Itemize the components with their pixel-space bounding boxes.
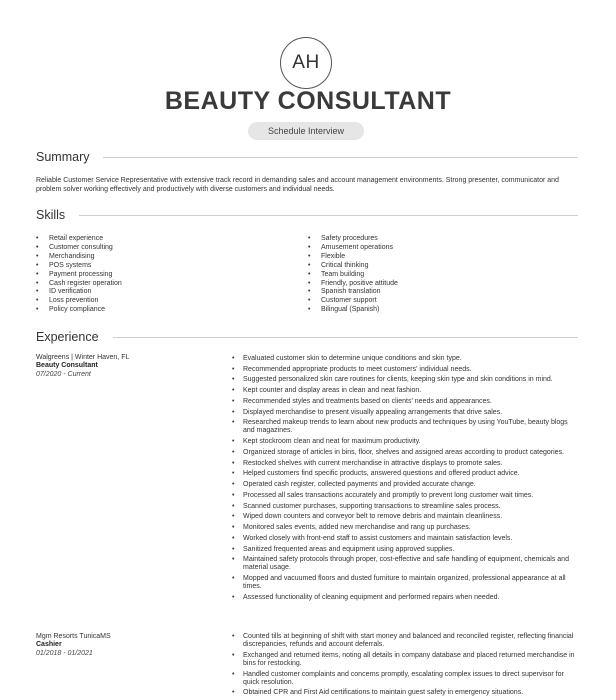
skill-item: • Merchandising [36,253,122,262]
skill-item: • Customer support [308,297,398,306]
job-company: Walgreens | Winter Haven, FL [36,354,130,361]
responsibility-item: • Suggested personalized skin care routines for clients, keeping skin type and skin conditions in mind. [232,376,576,384]
job-dates: 01/2018 - 01/2021 [36,649,93,657]
skill-item: • Cash register operation [36,280,122,289]
skill-item: • Friendly, positive attitude [308,280,398,289]
responsibility-item: • Displayed merchandise to present visually appealing arrangements that drive sales. [232,409,576,417]
job-responsibilities-walgreens [232,355,576,605]
responsibility-item: • Kept counter and display areas in clean and neat fashion. [232,387,576,395]
responsibility-item: • Wiped down counters and conveyor belt to remove debris and maintain cleanliness. [232,513,576,521]
job-position: Cashier [36,641,62,649]
responsibility-item: • Researched makeup trends to learn about new products and techniques by using YouTube, beauty blogs and magazines. [232,419,576,435]
responsibility-item: • Restocked shelves with current merchandise in attractive displays to promote sales. [232,460,576,468]
skill-item: • Loss prevention [36,297,122,306]
job-dates: 07/2020 - Current [36,370,91,378]
job-mgm-resorts [36,633,216,658]
job-position: Beauty Consultant [36,362,98,370]
experience-section-header [36,330,578,344]
skills-list-right [308,235,398,315]
skills-heading: Skills [36,208,66,222]
responsibility-item: • Sanitized frequented areas and equipment using approved supplies. [232,546,576,554]
skill-item: • Retail experience [36,235,122,244]
responsibility-item: • Exchanged and returned items, noting all details in company database and placed returned merchandise in bins for restocking. [232,652,576,668]
responsibility-item: • Mopped and vacuumed floors and dusted furniture to maintain organized, professional appearance at all times. [232,575,576,591]
job-walgreens [36,354,216,379]
responsibility-item: • Scanned customer purchases, supporting transactions to streamline sales process. [232,503,576,511]
responsibility-item: • Obtained CPR and First Aid certifications to maintain guest safety in emergency situations. [232,689,576,697]
responsibility-item: • Operated cash register, collected payments and provided accurate change. [232,481,576,489]
experience-heading: Experience [36,330,99,344]
skill-item: • Safety procedures [308,235,398,244]
skills-section-header [36,208,578,222]
skill-item: • Team building [308,271,398,280]
summary-section-header [36,150,578,164]
summary-text: Reliable Customer Service Representative with extensive track record in demanding sales and account management environments. Strong presenter, communicator and problem solver working effectively and productively with diverse customers and individual needs. [36,177,559,194]
responsibility-item: • Recommended appropriate products to meet customers' individual needs. [232,366,576,374]
job-meta [36,633,216,658]
responsibility-item: • Worked closely with front-end staff to assist customers and maintain satisfaction levels. [232,535,576,543]
schedule-interview-button[interactable]: Schedule Interview [248,122,364,140]
responsibility-item: • Helped customers find specific products, answered questions and offered product advice. [232,470,576,478]
avatar-monogram: AH [280,37,332,89]
skill-item: • Amusement operations [308,244,398,253]
skill-item: • Flexible [308,253,398,262]
summary-heading: Summary [36,150,90,164]
responsibility-item: • Organized storage of articles in bins, floor, shelves and assigned areas according to product categories. [232,449,576,457]
job-meta [36,354,216,379]
skill-item: • ID verification [36,288,122,297]
summary-divider [103,157,578,158]
page-title: BEAUTY CONSULTANT [164,87,452,115]
skill-item: • Policy compliance [36,306,122,315]
responsibility-item: • Maintained safety protocols through proper, cost-effective and safe handling of equipment, chemicals and material usage. [232,556,576,572]
responsibility-item: • Assessed functionality of cleaning equipment and performed repairs when needed. [232,594,576,602]
responsibility-item: • Evaluated customer skin to determine unique conditions and skin type. [232,355,576,363]
responsibility-item: • Monitored sales events, added new merchandise and rang up purchases. [232,524,576,532]
responsibility-item: • Handled customer complaints and concerns promptly, escalating complex issues to direct supervisor for quick resolution. [232,671,576,687]
skill-item: • Customer consulting [36,244,122,253]
skill-item: • POS systems [36,262,122,271]
skill-item: • Payment processing [36,271,122,280]
job-responsibilities-mgm [232,633,576,700]
experience-divider [113,337,578,338]
responsibility-item: • Kept stockroom clean and neat for maximum productivity. [232,438,576,446]
responsibility-item: • Counted tills at beginning of shift with start money and balanced and reconciled register, reflecting financial discrepancies, refunds and account deferrals. [232,633,576,649]
responsibility-item: • Recommended styles and treatments based on clients' needs and appearances. [232,398,576,406]
skill-item: • Spanish translation [308,288,398,297]
responsibility-item: • Processed all sales transactions accurately and promptly to prevent long customer wait times. [232,492,576,500]
job-company: Mgm Resorts TunicaMS [36,633,111,640]
skills-list-left [36,235,122,315]
skill-item: • Critical thinking [308,262,398,271]
skill-item: • Bilingual (Spanish) [308,306,398,315]
skills-divider [79,215,578,216]
